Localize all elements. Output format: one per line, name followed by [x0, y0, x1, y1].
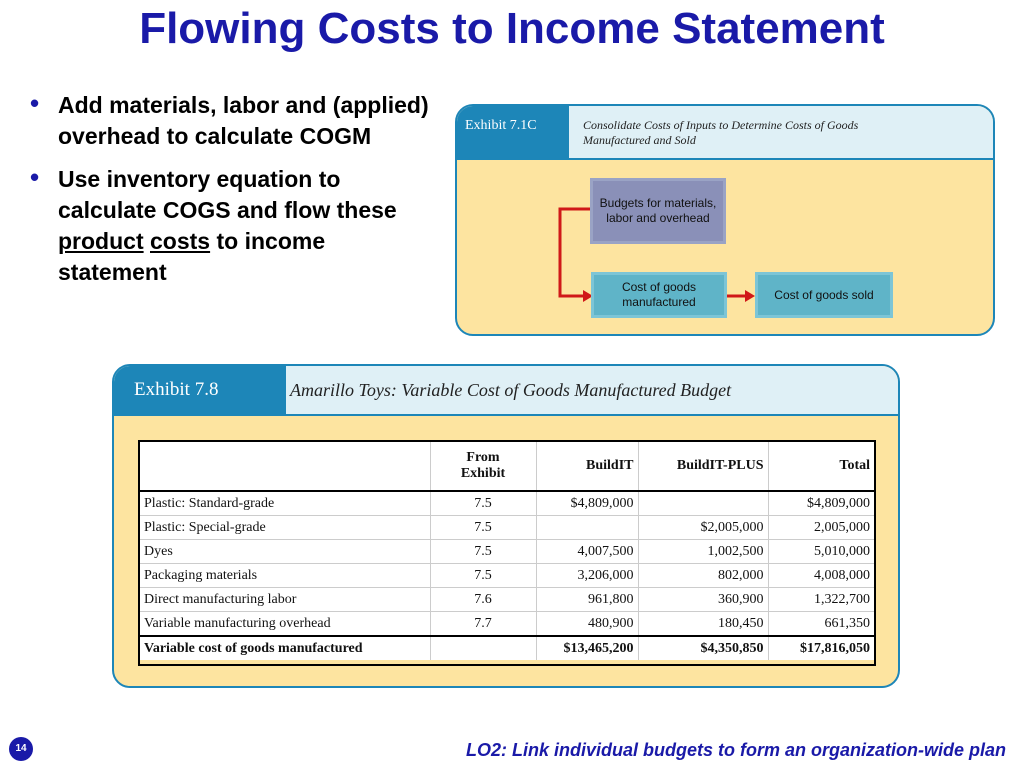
- exhibit-caption: Consolidate Costs of Inputs to Determine Costs of Goods Manufactured and Sold: [583, 118, 859, 147]
- bullet-item-1: [30, 90, 430, 152]
- footer-text: LO2: Link individual budgets to form an organization-wide plan: [465, 740, 1006, 760]
- row-total: 5,010,000: [768, 540, 874, 564]
- cogm-box: Cost of goods manufactured: [591, 272, 727, 318]
- table-total-row: [140, 636, 874, 660]
- total-total: $17,816,050: [768, 636, 874, 660]
- slide-title: Flowing Costs to Income Statement: [139, 4, 885, 53]
- row-label: Direct manufacturing labor: [140, 588, 430, 612]
- row-exhibit: 7.5: [430, 491, 536, 516]
- table-row: [140, 588, 874, 612]
- header-from-exhibit: [430, 442, 536, 491]
- row-buildit: 480,900: [536, 612, 638, 637]
- row-buildit-plus: [638, 491, 768, 516]
- total-exhibit: [430, 636, 536, 660]
- row-label: Dyes: [140, 540, 430, 564]
- connector-line: [560, 209, 590, 296]
- exhibit-tag: Exhibit 7.1C: [457, 106, 569, 158]
- bullet-dot-icon: •: [30, 88, 40, 118]
- total-buildit-plus: $4,350,850: [638, 636, 768, 660]
- table-row: [140, 540, 874, 564]
- row-label: Variable manufacturing overhead: [140, 612, 430, 637]
- total-buildit: $13,465,200: [536, 636, 638, 660]
- row-exhibit: 7.5: [430, 516, 536, 540]
- row-buildit: 961,800: [536, 588, 638, 612]
- row-buildit-plus: 1,002,500: [638, 540, 768, 564]
- exhibit-7-1c-panel: [455, 104, 995, 336]
- table-row: [140, 516, 874, 540]
- row-total: 661,350: [768, 612, 874, 637]
- row-buildit-plus: $2,005,000: [638, 516, 768, 540]
- header-from: From: [466, 450, 500, 465]
- row-total: $4,809,000: [768, 491, 874, 516]
- bullet-text-1: Add materials, labor and (applied) overhead to calculate COGM: [58, 92, 429, 149]
- bullet-text-2-start: Use inventory equation to calculate COGS and flow these: [58, 166, 397, 223]
- cogs-box: Cost of goods sold: [755, 272, 893, 318]
- header-buildit: BuildIT: [536, 442, 638, 491]
- row-buildit: $4,809,000: [536, 491, 638, 516]
- header-buildit-plus: BuildIT-PLUS: [638, 442, 768, 491]
- row-buildit: 3,206,000: [536, 564, 638, 588]
- row-label: Plastic: Standard-grade: [140, 491, 430, 516]
- row-buildit-plus: 802,000: [638, 564, 768, 588]
- header-label: [140, 442, 430, 491]
- row-label: Packaging materials: [140, 564, 430, 588]
- budgets-box: Budgets for materials, labor and overhead: [590, 178, 726, 244]
- row-buildit-plus: 360,900: [638, 588, 768, 612]
- exhibit-tag: Exhibit 7.8: [114, 366, 286, 414]
- row-total: 2,005,000: [768, 516, 874, 540]
- exhibit-caption: Amarillo Toys: Variable Cost of Goods Manufactured Budget: [290, 380, 732, 400]
- row-exhibit: 7.5: [430, 540, 536, 564]
- exhibit-header: [114, 366, 898, 416]
- row-label: Plastic: Special-grade: [140, 516, 430, 540]
- row-buildit-plus: 180,450: [638, 612, 768, 637]
- table-row: [140, 564, 874, 588]
- exhibit-7-8-panel: [112, 364, 900, 688]
- row-total: 1,322,700: [768, 588, 874, 612]
- row-exhibit: 7.7: [430, 612, 536, 637]
- bullet-text-2: [58, 166, 397, 285]
- table-header-row: [140, 442, 874, 491]
- row-exhibit: 7.5: [430, 564, 536, 588]
- row-total: 4,008,000: [768, 564, 874, 588]
- underlined-word-product: product: [58, 228, 144, 254]
- bullet-item-2: [30, 164, 430, 288]
- budget-table: [140, 442, 874, 660]
- bullet-text-2-end: to income statement: [58, 228, 326, 285]
- header-total: Total: [768, 442, 874, 491]
- row-buildit: 4,007,500: [536, 540, 638, 564]
- arrow-head-icon: [745, 290, 755, 302]
- row-exhibit: 7.6: [430, 588, 536, 612]
- page-number-badge: 14: [9, 737, 33, 761]
- table-row: [140, 612, 874, 637]
- row-buildit: [536, 516, 638, 540]
- underlined-word-costs: costs: [150, 228, 211, 254]
- bullet-list: [30, 90, 430, 300]
- total-label: Variable cost of goods manufactured: [140, 636, 430, 660]
- table-row: [140, 491, 874, 516]
- bullet-dot-icon: •: [30, 162, 40, 192]
- header-exhibit: Exhibit: [460, 466, 506, 481]
